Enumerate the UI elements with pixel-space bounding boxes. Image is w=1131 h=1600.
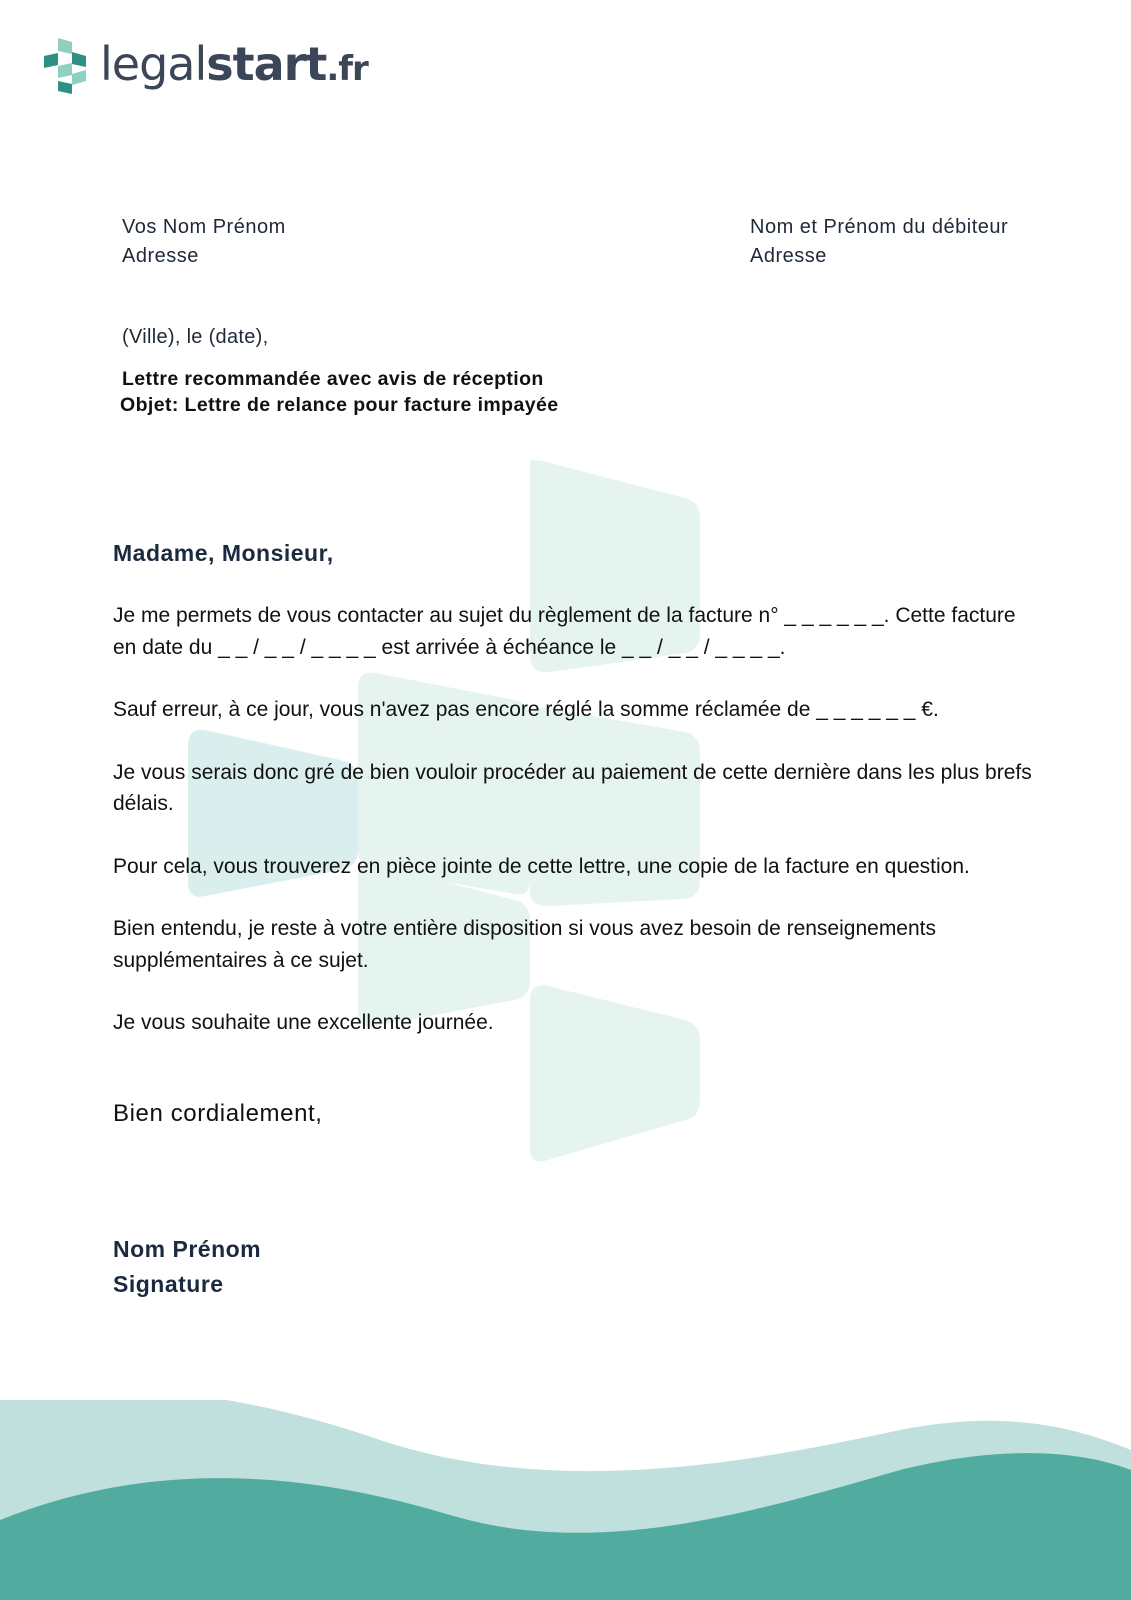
paragraph-amount: Sauf erreur, à ce jour, vous n'avez pas encore réglé la somme réclamée de _ _ _ _ _ _ €.: [113, 698, 939, 721]
recipient-name: Nom et Prénom du débiteur: [750, 216, 1009, 238]
paragraph-attachment: Pour cela, vous trouverez en pièce jointe de cette lettre, une copie de la facture en question.: [113, 854, 970, 878]
object-block: [122, 366, 558, 418]
salutation: Madame, Monsieur,: [113, 540, 334, 566]
logo-text-start: start: [206, 37, 327, 91]
sender-name: Vos Nom Prénom: [122, 216, 286, 238]
logo-wordmark: [100, 36, 368, 97]
signature-name: Nom Prénom: [113, 1236, 262, 1262]
signature-block: [113, 1232, 261, 1302]
registered-mail-line: Lettre recommandée avec avis de réception: [122, 368, 544, 390]
logo-mark-icon: [44, 34, 90, 98]
closing: Bien cordialement,: [113, 1100, 323, 1127]
recipient-block: [750, 213, 1008, 271]
paragraph-request: Je vous serais donc gré de bien vouloir procéder au paiement de cette dernière dans les plus brefs délais.: [113, 760, 1032, 815]
object-line: Objet: Lettre de relance pour facture impayée: [120, 394, 559, 416]
paragraph-greeting: Je vous souhaite une excellente journée.: [113, 1011, 494, 1034]
logo-text-tld: .fr: [326, 49, 368, 89]
sender-address: Adresse: [122, 245, 199, 267]
letter-body: [113, 600, 1033, 1070]
sender-block: [122, 213, 286, 271]
recipient-address: Adresse: [750, 245, 827, 267]
logo-text-legal: legal: [100, 37, 207, 91]
place-date: (Ville), le (date),: [122, 326, 269, 348]
paragraph-availability: Bien entendu, je reste à votre entière disposition si vous avez besoin de renseignements supplémentaires à ce sujet.: [113, 917, 936, 972]
signature-label: Signature: [113, 1271, 224, 1297]
footer-wave: [0, 1400, 1131, 1600]
paragraph-invoice: Je me permets de vous contacter au sujet du règlement de la facture n° _ _ _ _ _ _. Cette facture en date du _ _ / _ _ / _ _ _ _ est arrivée à échéance le _ _ / _ _ / _ _ _ _.: [113, 604, 1016, 659]
legalstart-logo: [44, 34, 368, 98]
